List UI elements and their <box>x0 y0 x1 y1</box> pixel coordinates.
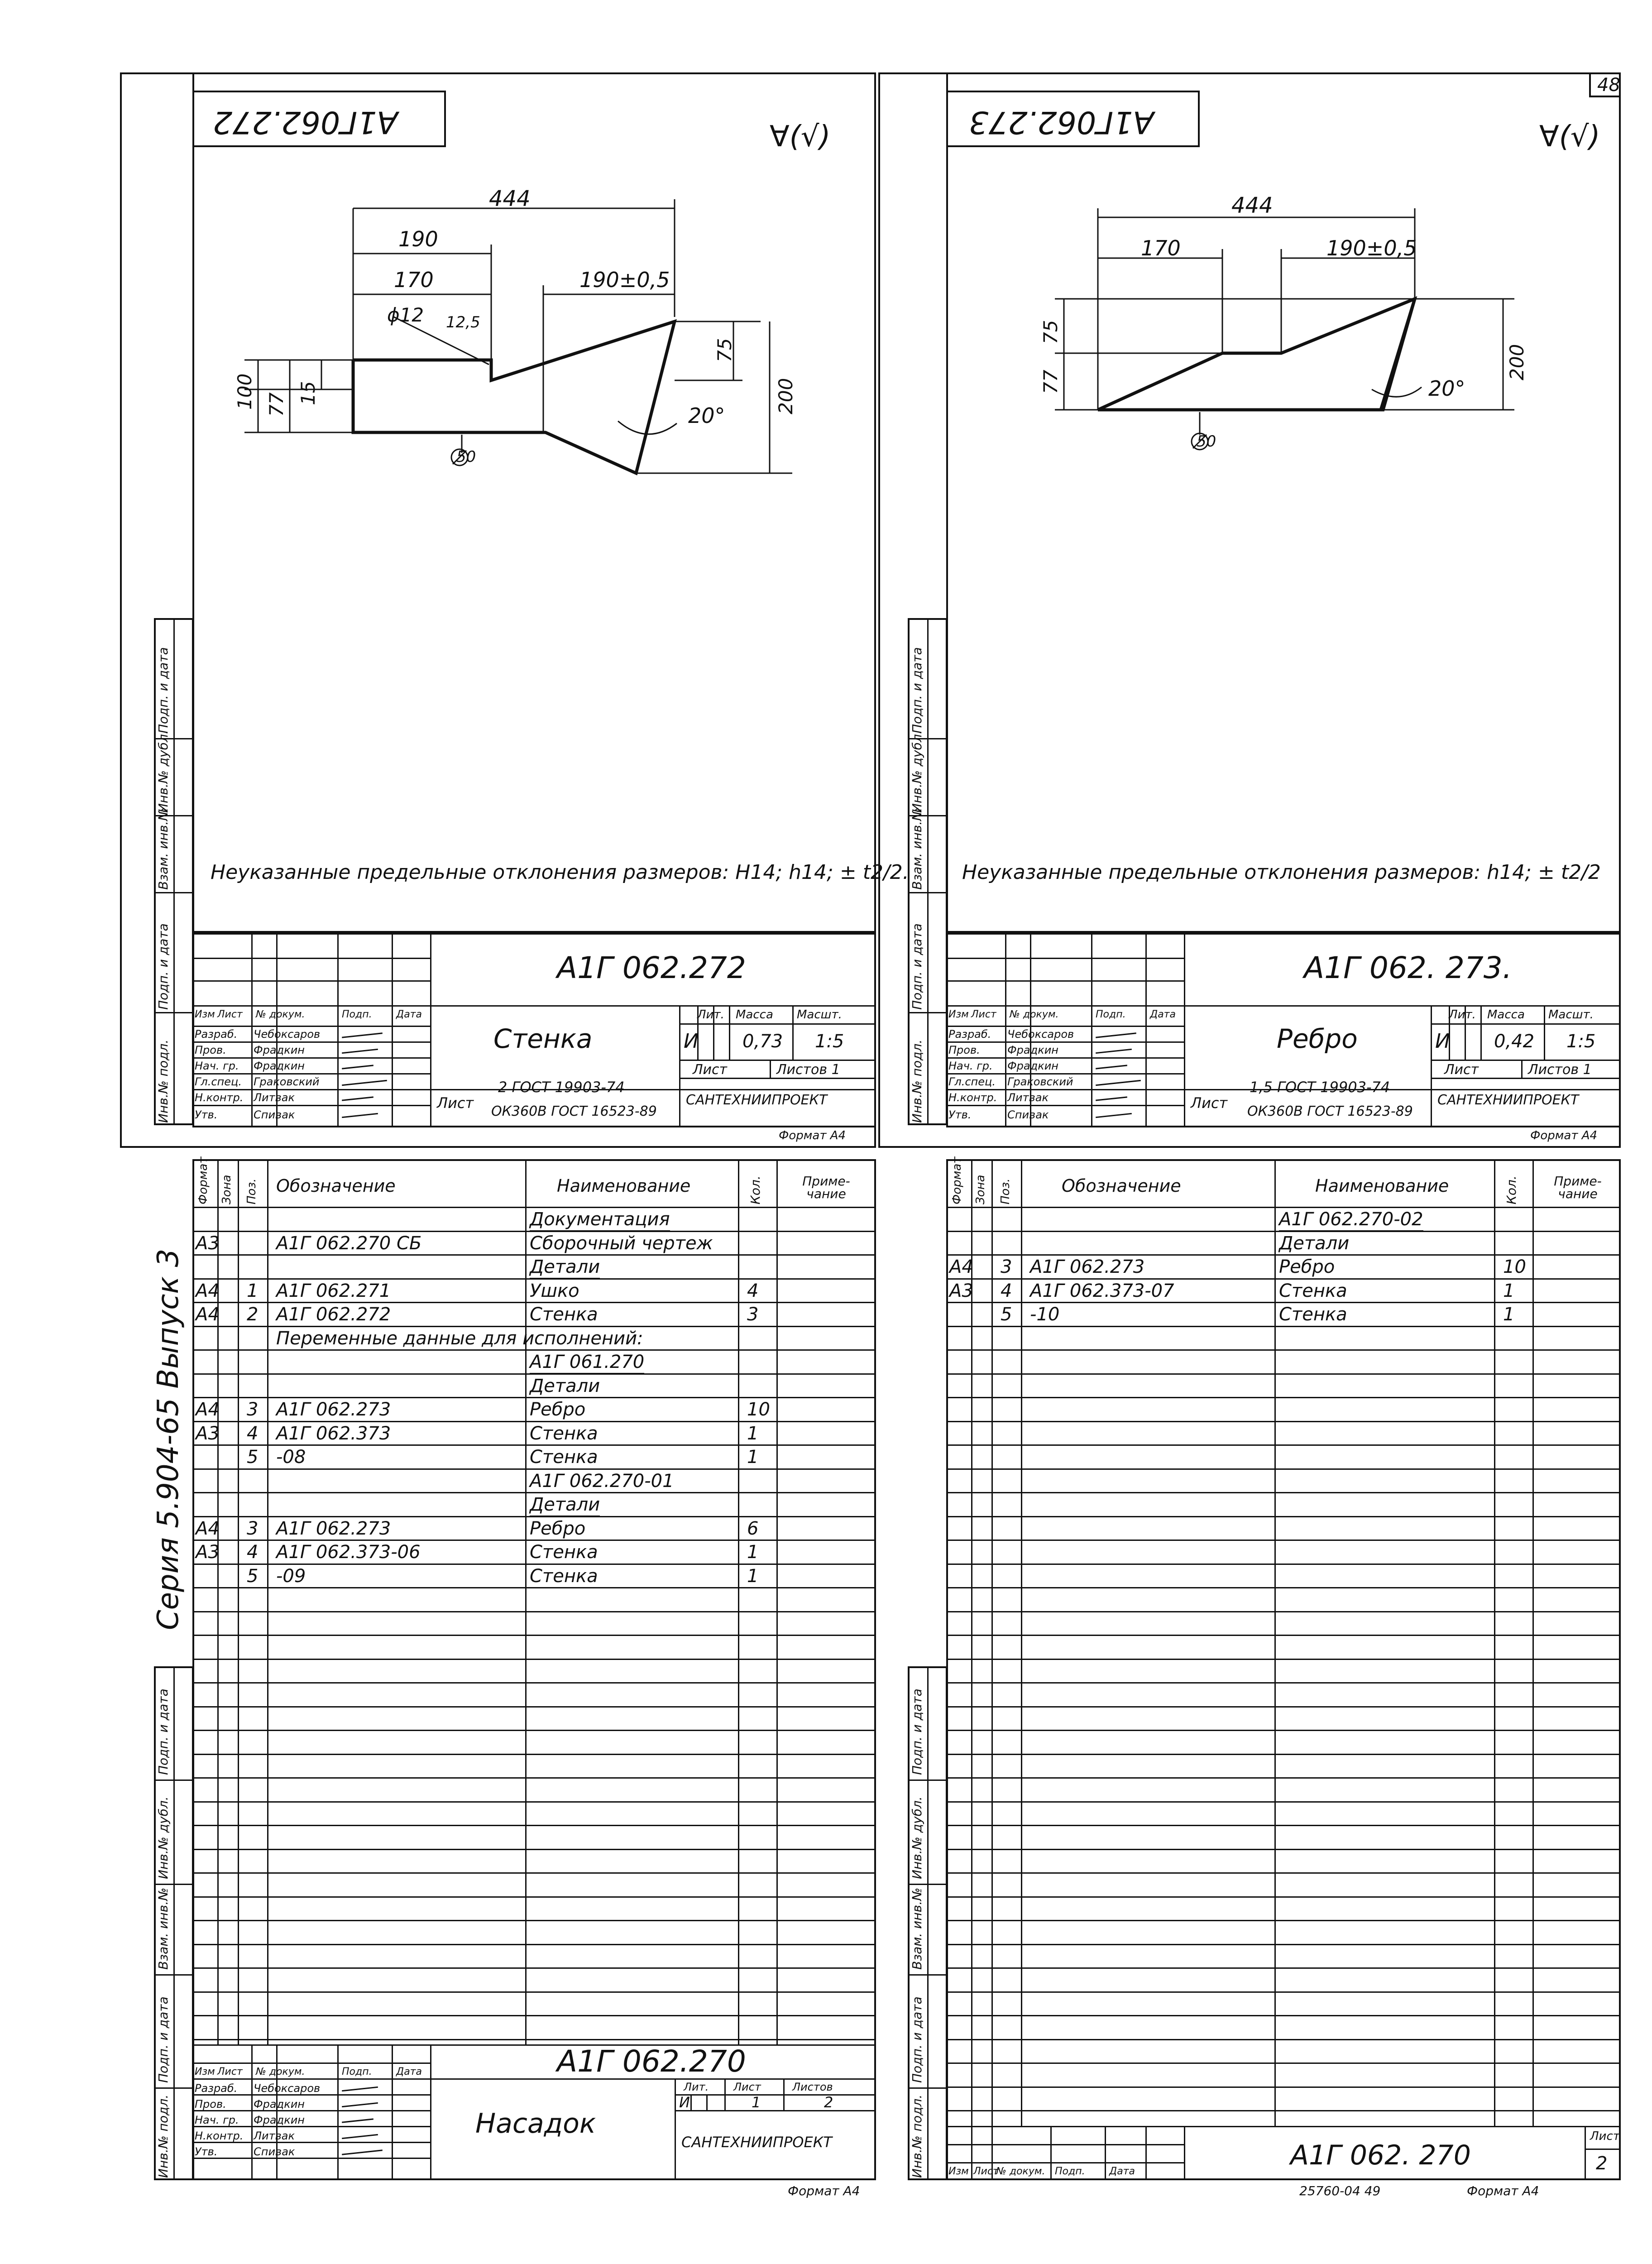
sheet-b-list: Лист <box>1444 1062 1479 1078</box>
spec-a-hdr-pos: Поз. <box>245 1178 259 1204</box>
sheet-a-listov: Листов 1 <box>776 1062 840 1078</box>
sheet-a-row-name: Спивак <box>254 1108 295 1121</box>
cell-pos: 4 <box>247 1542 259 1563</box>
cell-pos: 1 <box>247 1280 259 1301</box>
spec-a-format: Формат А4 <box>788 2183 860 2198</box>
sheet-a-row-role: Гл.спец. <box>195 1075 242 1088</box>
sheet-b-side-invpodl: Инв.№ подл. <box>910 1039 924 1123</box>
cell-name: Ребро <box>1279 1257 1335 1277</box>
cell-qty: 10 <box>747 1399 770 1420</box>
spec-a-row-role: Разраб. <box>195 2082 238 2095</box>
cell-pos: 4 <box>247 1423 259 1444</box>
cell-des: А1Г 062.373-06 <box>276 1542 421 1563</box>
sheet-b-dim-170: 170 <box>1141 236 1181 260</box>
sheet-b-hdr-data: Дата <box>1150 1009 1176 1020</box>
spec-a-row-role: Н.контр. <box>195 2130 244 2142</box>
spec-a-side-podp2: Подп. и дата <box>156 1996 171 2083</box>
sheet-a-hdr-izm: Изм <box>195 1009 215 1020</box>
sheet-a-roughness: ∀(√) <box>770 120 831 153</box>
cell-format: А4 <box>949 1257 973 1277</box>
cell-name: Стенка <box>1279 1280 1347 1301</box>
sheet-a-format: Формат А4 <box>779 1129 846 1142</box>
sheet-a-dim-190: 190 <box>398 227 438 251</box>
spec-b-designation: А1Г 062. 270 <box>1290 2139 1471 2171</box>
cell-format: А4 <box>196 1280 220 1301</box>
cell-pos: 4 <box>1001 1280 1012 1301</box>
spec-a-hdr-designation: Обозначение <box>276 1176 396 1196</box>
cell-des: Переменные данные для исполнений: <box>276 1329 643 1351</box>
cell-des: А1Г 062.273 <box>276 1518 391 1539</box>
spec-b-format: Формат А4 <box>1467 2183 1539 2198</box>
spec-a-row-name: Спивак <box>254 2145 295 2158</box>
sheet-a-designation: А1Г 062.272 <box>557 950 746 985</box>
cell-name: А1Г 062.270-01 <box>530 1472 674 1493</box>
sheet-a-corner-code: А1Г062.272 <box>213 104 398 140</box>
sheet-b-lit: И <box>1435 1030 1450 1053</box>
cell-pos: 3 <box>1001 1257 1012 1277</box>
cell-pos: 5 <box>247 1447 259 1468</box>
spec-a-lit: И <box>679 2094 690 2111</box>
sheet-a-dim-phi: ϕ12 <box>387 304 424 326</box>
sheet-b-row-name: Чебоксаров <box>1007 1028 1074 1041</box>
spec-b-hdr-name: Наименование <box>1315 1176 1449 1196</box>
sheet-a-dim-75: 75 <box>713 338 736 362</box>
sheet-a-dim-170: 170 <box>394 268 434 292</box>
sheet-a-row-name: Литвак <box>254 1091 295 1104</box>
spec-b-hdr-data: Дата <box>1109 2166 1135 2177</box>
cell-pos: 5 <box>1001 1304 1012 1325</box>
sheet-b-roughness: ∀(√) <box>1539 120 1600 153</box>
cell-des: А1Г 062.271 <box>276 1280 391 1301</box>
spec-a-listov: 2 <box>824 2094 833 2111</box>
sheet-b-row-role: Н.контр. <box>948 1091 997 1104</box>
spec-a-hdr-list2: Лист <box>217 2066 243 2077</box>
cell-des: А1Г 062.272 <box>276 1304 391 1325</box>
cell-qty: 1 <box>747 1447 759 1468</box>
cell-pos: 5 <box>247 1565 259 1587</box>
sheet-b-row-role: Гл.спец. <box>948 1075 996 1088</box>
sheet-b-side-vzam: Взам. инв.№ <box>910 807 924 890</box>
spec-a-hdr-name: Наименование <box>557 1176 691 1196</box>
cell-des: А1Г 062.270 СБ <box>276 1233 422 1254</box>
cell-des: -08 <box>276 1447 306 1468</box>
sheet-a-dim-100: 100 <box>234 373 256 410</box>
spec-b-hdr-format: Формат <box>950 1156 964 1204</box>
cell-name: Ушко <box>530 1280 579 1301</box>
cell-name: А1Г 062.270-02 <box>1279 1210 1423 1232</box>
spec-a-hdr-list: Лист <box>733 2081 761 2093</box>
sheet-b-surface-circle-label: 50 <box>1197 432 1216 451</box>
series-label: Серия 5.904-65 Выпуск 3 <box>152 1248 185 1630</box>
cell-name: Сборочный чертеж <box>530 1233 713 1254</box>
spec-b-list-label: Лист <box>1590 2130 1620 2143</box>
spec-a-hdr-listov: Листов <box>792 2081 833 2093</box>
cell-name: Документация <box>530 1210 670 1232</box>
spec-a-org: САНТЕХНИИПРОЕКТ <box>681 2134 832 2151</box>
cell-format: А3 <box>196 1423 220 1444</box>
sheet-a-side-invpodl: Инв.№ подл. <box>156 1039 171 1123</box>
spec-a-product-name: Насадок <box>475 2108 596 2139</box>
sheet-b-dim-75: 75 <box>1039 320 1062 344</box>
spec-b-hdr-list: Лист <box>973 2166 999 2177</box>
cell-qty: 3 <box>747 1304 759 1325</box>
sheet-b-row-role: Нач. гр. <box>948 1060 993 1072</box>
sheet-b-hdr-massa: Масса <box>1487 1008 1525 1022</box>
cell-name: Стенка <box>530 1423 598 1444</box>
spec-a-hdr-format: Формат <box>196 1156 210 1204</box>
cell-qty: 4 <box>747 1280 759 1301</box>
sheet-b-row-name: Литвак <box>1007 1091 1049 1104</box>
cell-qty: 1 <box>1503 1280 1515 1301</box>
cell-name: Ребро <box>530 1399 586 1420</box>
sheet-a-side-vzam: Взам. инв.№ <box>156 807 171 890</box>
spec-b-hdr-note: Приме-чание <box>1554 1174 1602 1201</box>
cell-format: А4 <box>196 1399 220 1420</box>
cell-name: Детали <box>530 1377 600 1398</box>
cell-name: Ребро <box>530 1518 586 1539</box>
cell-format: А3 <box>949 1280 973 1301</box>
sheet-a-note: Неуказанные предельные отклонения размеров: H14; h14; ± t2/2. <box>211 861 909 884</box>
spec-b-side-podp: Подп. и дата <box>910 1688 924 1775</box>
cell-des: -09 <box>276 1565 306 1587</box>
sheet-a-row-name: Чебоксаров <box>254 1028 321 1041</box>
spec-a-side-podp: Подп. и дата <box>156 1688 171 1775</box>
cell-des: -10 <box>1030 1304 1060 1325</box>
sheet-a-hdr-massa: Масса <box>736 1008 773 1022</box>
spec-a-row-role: Утв. <box>195 2145 218 2158</box>
sheet-b-list-label: Лист <box>1191 1094 1228 1112</box>
sheet-a-dim-200: 200 <box>775 378 797 414</box>
spec-a-hdr-zone: Зона <box>220 1175 234 1204</box>
spec-b-hdr-pos: Поз. <box>999 1178 1012 1204</box>
spec-b-side-invdubl: Инв.№ дубл. <box>910 1796 924 1879</box>
sheet-a-list-label: Лист <box>437 1094 474 1112</box>
sheet-a-hdr-ndok: № докум. <box>256 1009 305 1020</box>
cell-des: А1Г 062.373 <box>276 1423 391 1444</box>
cell-qty: 1 <box>1503 1304 1515 1325</box>
spec-b-footer-code: 25760-04 49 <box>1299 2183 1381 2198</box>
spec-a-hdr-ndok: № докум. <box>256 2066 305 2077</box>
sheet-a-dim-15: 15 <box>297 381 319 405</box>
cell-des: А1Г 062.273 <box>276 1399 391 1420</box>
cell-format: А3 <box>196 1542 220 1563</box>
cell-format: А4 <box>196 1518 220 1539</box>
sheet-b-note: Неуказанные предельные отклонения размеров: h14; ± t2/2 <box>962 861 1601 884</box>
cell-pos: 2 <box>247 1304 259 1325</box>
spec-a-hdr-izm: Изм <box>195 2066 215 2077</box>
spec-a-row-role: Пров. <box>195 2098 226 2111</box>
spec-b-hdr-podp: Подп. <box>1055 2166 1085 2177</box>
sheet-a-row-role: Нач. гр. <box>195 1060 239 1072</box>
spec-a-hdr-lit: Лит. <box>684 2081 709 2093</box>
spec-b-side-podp2: Подп. и дата <box>910 1996 924 2083</box>
sheet-b-mass: 0,42 <box>1494 1031 1535 1052</box>
cell-qty: 10 <box>1503 1257 1526 1277</box>
spec-b-hdr-qty: Кол. <box>1504 1175 1519 1204</box>
spec-a-row-role: Нач. гр. <box>195 2114 239 2126</box>
sheet-b-row-role: Утв. <box>948 1108 972 1121</box>
sheet-b-hdr-lit: Лит. <box>1449 1008 1476 1022</box>
cell-qty: 1 <box>747 1423 759 1444</box>
sheet-a-row-name: Фрадкин <box>254 1044 305 1056</box>
sheet-b-part-name: Ребро <box>1277 1023 1358 1054</box>
sheet-a-hdr-podp: Подп. <box>342 1009 372 1020</box>
cell-des: А1Г 062.273 <box>1030 1257 1145 1277</box>
sheet-a-side-podp: Подп. и дата <box>156 647 171 734</box>
spec-b-hdr-zone: Зона <box>974 1175 987 1204</box>
spec-a-hdr-note: Приме-чание <box>802 1174 850 1201</box>
spec-a-row-name: Литвак <box>254 2130 295 2142</box>
sheet-a-row-role: Н.контр. <box>195 1091 244 1104</box>
sheet-a-material-2: ОК360В ГОСТ 16523-89 <box>491 1103 657 1119</box>
sheet-b-corner-code: А1Г062.273 <box>969 104 1154 140</box>
cell-name: Детали <box>1279 1234 1349 1256</box>
sheet-a-row-name: Граковский <box>254 1075 320 1088</box>
sheet-b-material-1: 1,5 ГОСТ 19903-74 <box>1250 1079 1390 1096</box>
sheet-b-row-name: Спивак <box>1007 1108 1049 1121</box>
sheet-a-side-podp2: Подп. и дата <box>156 923 171 1010</box>
sheet-b-row-name: Фрадкин <box>1007 1044 1058 1056</box>
spec-b-hdr-izm: Изм <box>948 2166 969 2177</box>
cell-qty: 6 <box>747 1518 759 1539</box>
spec-a-side-invpodl: Инв.№ подл. <box>156 2094 171 2178</box>
sheet-a-mass: 0,73 <box>742 1031 783 1052</box>
sheet-a-row-role: Разраб. <box>195 1028 238 1041</box>
sheet-b-dim-77: 77 <box>1039 369 1062 394</box>
spec-b-hdr-designation: Обозначение <box>1062 1176 1181 1196</box>
spec-a-row-name: Чебоксаров <box>254 2082 321 2095</box>
sheet-b-format: Формат А4 <box>1530 1129 1598 1142</box>
spec-a-list: 1 <box>752 2094 761 2111</box>
cell-name: Стенка <box>1279 1304 1347 1325</box>
sheet-b-dim-tol: 190±0,5 <box>1326 236 1417 260</box>
sheet-b-hdr-ndok: № докум. <box>1010 1009 1059 1020</box>
cell-pos: 3 <box>247 1399 259 1420</box>
sheet-a-dim-tol: 190±0,5 <box>579 268 670 292</box>
spec-a-hdr-data: Дата <box>396 2066 422 2077</box>
sheet-a-scale: 1:5 <box>815 1031 844 1052</box>
cell-pos: 3 <box>247 1518 259 1539</box>
sheet-b-hdr-izm: Изм <box>948 1009 969 1020</box>
sheet-a-dim-r: 12,5 <box>446 313 480 331</box>
cell-name: А1Г 061.270 <box>530 1353 644 1374</box>
spec-a-row-name: Фрадкин <box>254 2098 305 2111</box>
sheet-b-material-2: ОК360В ГОСТ 16523-89 <box>1247 1103 1413 1119</box>
sheet-b-scale: 1:5 <box>1566 1031 1596 1052</box>
spec-b-list-number: 2 <box>1596 2153 1608 2174</box>
spec-a-side-invdubl: Инв.№ дубл. <box>156 1796 171 1879</box>
sheet-a-row-role: Утв. <box>195 1108 218 1121</box>
cell-name: Стенка <box>530 1542 598 1563</box>
cell-name: Стенка <box>530 1447 598 1468</box>
sheet-a-lit: И <box>684 1030 699 1053</box>
cell-name: Детали <box>530 1258 600 1279</box>
cell-format: А4 <box>196 1304 220 1325</box>
sheet-b-row-role: Пров. <box>948 1044 980 1056</box>
sheet-b-side-podp2: Подп. и дата <box>910 923 924 1010</box>
sheet-a-hdr-list: Лист <box>217 1009 243 1020</box>
sheet-b-side-invdubl: Инв.№ дубл. <box>910 730 924 813</box>
sheet-a-list: Лист <box>693 1062 728 1078</box>
sheet-a-hdr-lit: Лит. <box>697 1008 724 1022</box>
spec-a-designation: А1Г 062.270 <box>557 2044 746 2079</box>
sheet-b-dim-444: 444 <box>1231 193 1273 218</box>
spec-a-side-vzam: Взам. инв.№ <box>156 1887 171 1970</box>
sheet-a-hdr-masht: Масшт. <box>797 1008 842 1022</box>
sheet-a-surface-circle-label: 50 <box>456 448 476 466</box>
spec-b-side-vzam: Взам. инв.№ <box>910 1887 924 1970</box>
sheet-b-row-name: Фрадкин <box>1007 1060 1058 1072</box>
sheet-b-listov: Листов 1 <box>1528 1062 1592 1078</box>
sheet-b-dim-angle: 20° <box>1428 376 1465 401</box>
sheet-b-row-name: Граковский <box>1007 1075 1073 1088</box>
spec-a-row-name: Фрадкин <box>254 2114 305 2126</box>
sheet-a-hdr-data: Дата <box>396 1009 422 1020</box>
cell-name: Детали <box>530 1496 600 1517</box>
spec-b-side-invpodl: Инв.№ подл. <box>910 2094 924 2178</box>
sheet-b-row-role: Разраб. <box>948 1028 991 1041</box>
sheet-b-dim-200: 200 <box>1506 344 1528 380</box>
sheet-a-row-name: Фрадкин <box>254 1060 305 1072</box>
sheet-a-dim-77: 77 <box>265 392 287 417</box>
sheet-b-hdr-podp: Подп. <box>1096 1009 1126 1020</box>
cell-format: А3 <box>196 1233 220 1254</box>
page-number: 48 <box>1597 75 1620 96</box>
sheet-a-material-1: 2 ГОСТ 19903-74 <box>498 1079 625 1096</box>
sheet-b-designation: А1Г 062. 273. <box>1304 950 1512 985</box>
spec-a-hdr-podp: Подп. <box>342 2066 372 2077</box>
cell-qty: 1 <box>747 1565 759 1587</box>
cell-des: А1Г 062.373-07 <box>1030 1280 1174 1301</box>
sheet-a-side-invdubl: Инв.№ дубл. <box>156 730 171 813</box>
spec-a-hdr-qty: Кол. <box>748 1175 763 1204</box>
sheet-a-row-role: Пров. <box>195 1044 226 1056</box>
cell-qty: 1 <box>747 1542 759 1563</box>
sheet-b-hdr-list: Лист <box>971 1009 996 1020</box>
sheet-b-org: САНТЕХНИИПРОЕКТ <box>1437 1092 1579 1108</box>
sheet-a-part-name: Стенка <box>493 1023 593 1054</box>
sheet-b-side-podp: Подп. и дата <box>910 647 924 734</box>
sheet-b-hdr-masht: Масшт. <box>1548 1008 1594 1022</box>
sheet-a-dim-444: 444 <box>489 186 531 211</box>
cell-name: Стенка <box>530 1565 598 1587</box>
sheet-a-dim-angle: 20° <box>688 403 725 428</box>
spec-b-hdr-ndok: № докум. <box>996 2166 1045 2177</box>
cell-name: Стенка <box>530 1304 598 1325</box>
sheet-a-org: САНТЕХНИИПРОЕКТ <box>686 1092 828 1108</box>
